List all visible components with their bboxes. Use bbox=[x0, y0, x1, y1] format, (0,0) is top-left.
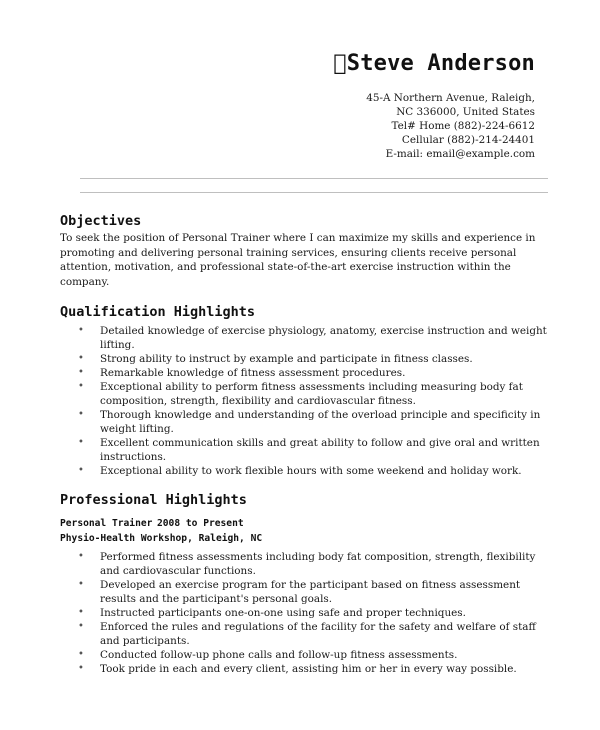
list-item: • Conducted follow-up phone calls and follow-up fitness assessments. bbox=[78, 649, 458, 661]
list-item: • Exceptional ability to perform fitness assessments including measuring body fat composition, strength, flexibility and cardiovascular fitness. bbox=[78, 381, 523, 407]
job-title-row bbox=[60, 518, 244, 529]
bullet-icon: • bbox=[78, 367, 84, 378]
professional-list bbox=[0, 550, 600, 676]
list-item: • Exceptional ability to work flexible hours with some weekend and holiday work. bbox=[78, 465, 522, 477]
divider-top bbox=[80, 178, 548, 179]
bullet-icon: • bbox=[78, 649, 84, 660]
candidate-name: Steve Anderson bbox=[346, 51, 535, 76]
professional-heading: Professional Highlights bbox=[60, 492, 247, 508]
list-item: • Strong ability to instruct by example and participate in fitness classes. bbox=[78, 353, 473, 365]
list-item: • Enforced the rules and regulations of the facility for the safety and welfare of staff and participants. bbox=[78, 621, 536, 647]
objectives-heading: Objectives bbox=[60, 213, 142, 229]
bullet-icon: • bbox=[78, 437, 84, 448]
contact-block bbox=[280, 91, 535, 161]
list-item: • Developed an exercise program for the participant based on fitness assessment results and the participant's personal goals. bbox=[78, 579, 521, 605]
list-item: • Detailed knowledge of exercise physiology, anatomy, exercise instruction and weight lifting. bbox=[78, 325, 547, 351]
objectives-line: To seek the position of Personal Trainer where I can maximize my skills and experience in bbox=[60, 232, 536, 244]
bullet-icon: • bbox=[78, 621, 84, 632]
objectives-text bbox=[60, 231, 536, 289]
email: E-mail: email@example.com bbox=[385, 148, 535, 160]
job-title: Personal Trainer bbox=[60, 518, 153, 529]
bullet-icon: • bbox=[78, 607, 84, 618]
objectives-line: company. bbox=[60, 275, 110, 288]
job-dates: 2008 to Present bbox=[157, 518, 244, 529]
address-line-1: 45-A Northern Avenue, Raleigh, bbox=[366, 92, 535, 104]
qualifications-heading: Qualification Highlights bbox=[60, 304, 256, 320]
bullet-icon: • bbox=[78, 579, 84, 590]
objectives-line: promoting and delivering personal training services, ensuring clients receive personal bbox=[60, 246, 517, 259]
list-item: • Thorough knowledge and understanding of the overload principle and specificity in weight lifting. bbox=[78, 409, 541, 435]
list-item: • Remarkable knowledge of fitness assessment procedures. bbox=[78, 367, 406, 379]
bullet-icon: • bbox=[78, 353, 84, 364]
list-item: • Performed fitness assessments including body fat composition, strength, flexibility and cardiovascular functions. bbox=[78, 551, 536, 577]
qualifications-list bbox=[0, 324, 600, 478]
list-item: • Excellent communication skills and great ability to follow and give oral and written instructions. bbox=[78, 437, 540, 463]
bullet-icon: • bbox=[78, 551, 84, 562]
list-item: • Took pride in each and every client, assisting him or her in every way possible. bbox=[78, 663, 517, 675]
home-phone: Tel# Home (882)-224-6612 bbox=[391, 120, 535, 132]
employer: Physio-Health Workshop, Raleigh, NC bbox=[60, 533, 263, 544]
bullet-icon: • bbox=[78, 465, 84, 476]
bullet-icon: • bbox=[78, 409, 84, 420]
bullet-icon: • bbox=[78, 663, 84, 674]
divider-bottom bbox=[80, 192, 548, 193]
bullet-icon: • bbox=[78, 381, 84, 392]
address-line-2: NC 336000, United States bbox=[396, 106, 535, 118]
cell-phone: Cellular (882)-214-24401 bbox=[401, 134, 535, 146]
bullet-icon: • bbox=[78, 325, 84, 336]
objectives-line: attention, motivation, and professional state-of-the-art exercise instruction within the bbox=[60, 261, 511, 273]
list-item: • Instructed participants one-on-one using safe and proper techniques. bbox=[78, 607, 466, 619]
